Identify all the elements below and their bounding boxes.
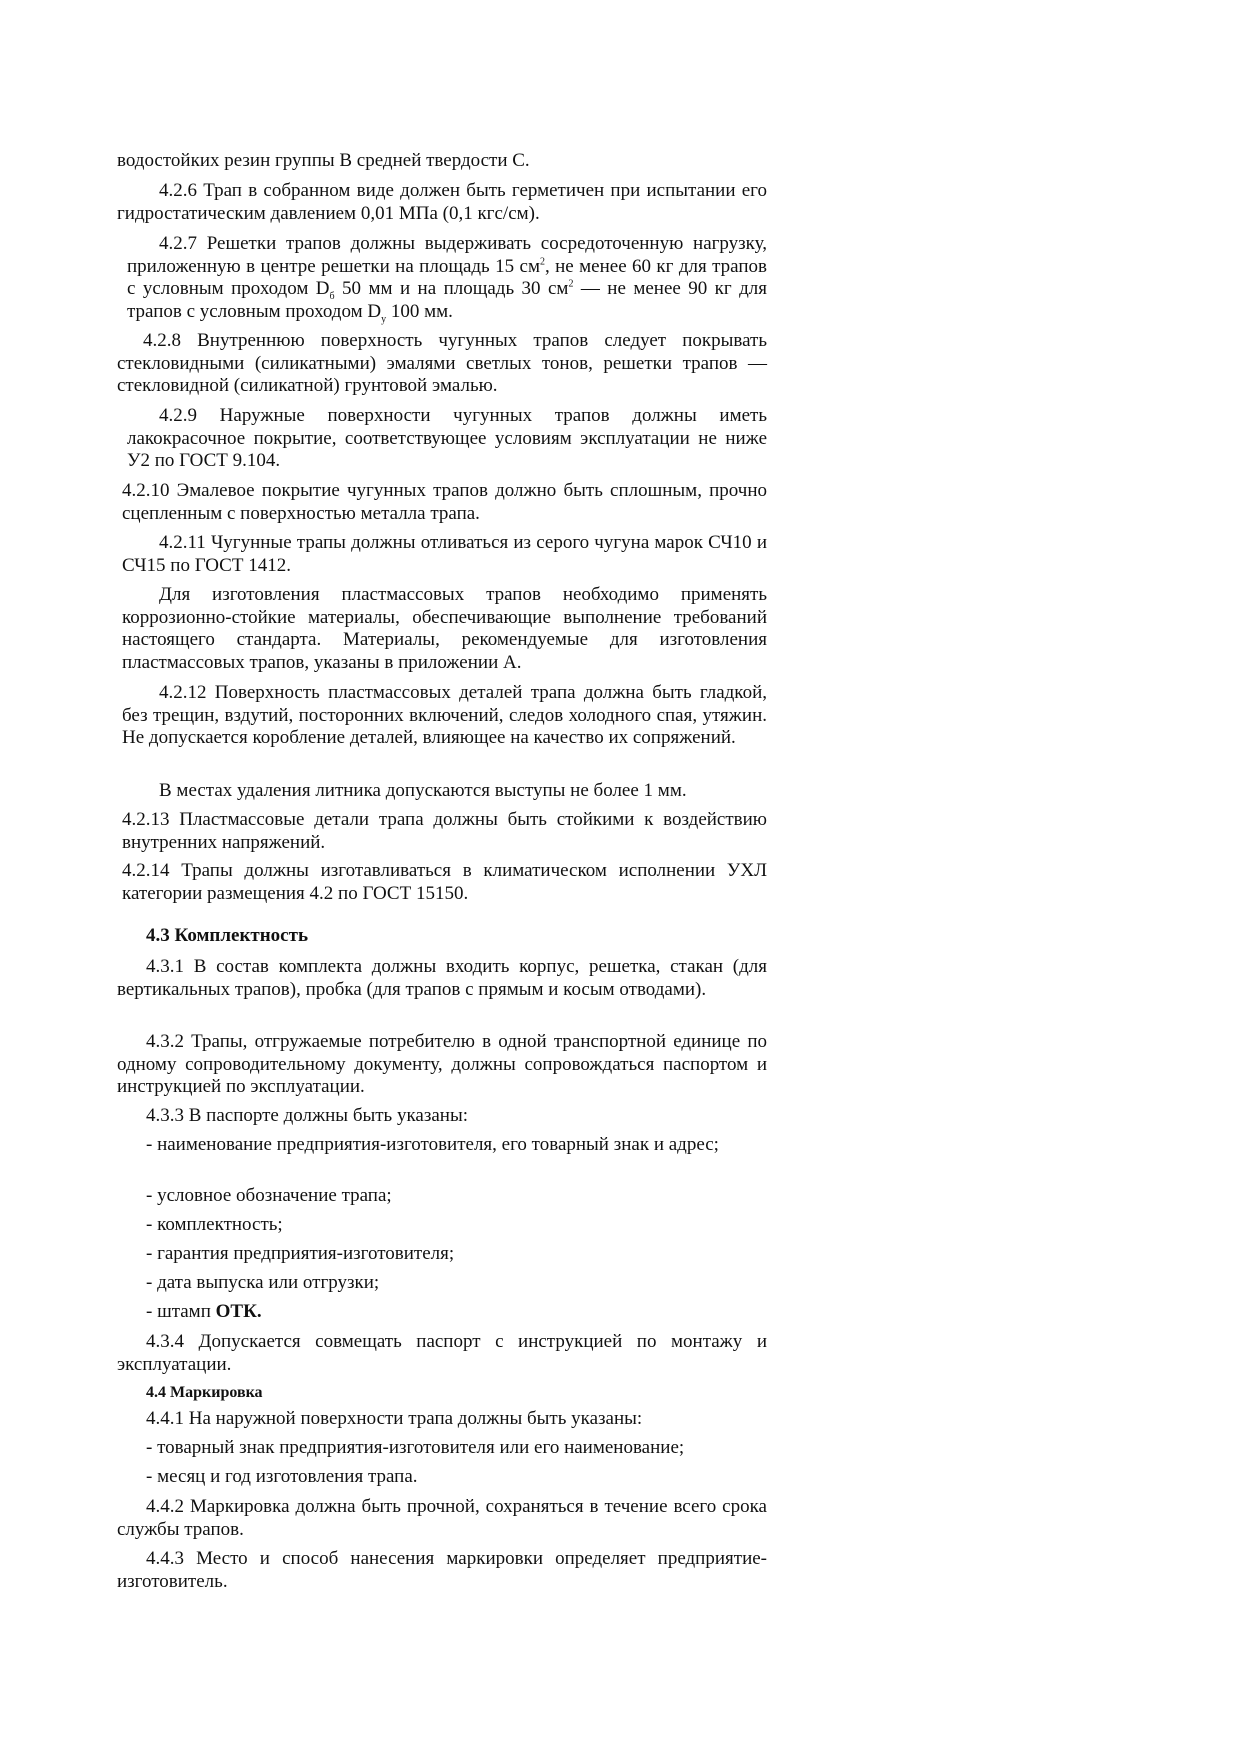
list-item-manufacturer: - наименование предприятия-изготовителя, его товарный знак и адрес;	[146, 1134, 719, 1155]
paragraph-4-2-13: 4.2.13 Пластмассовые детали трапа должны быть стойкими к воздействию внутренних напряжений.	[122, 809, 767, 853]
paragraph-4-2-8: 4.2.8 Внутреннюю поверхность чугунных трапов следует покрывать стекловидными (силикатными) эмалями светлых тонов, решетки трапов — стекловидной (силикатной) грунтовой эмалью.	[117, 330, 767, 396]
paragraph-4-2-6: 4.2.6 Трап в собранном виде должен быть герметичен при испытании его гидростатическим давлением 0,01 МПа (0,1 кгс/см).	[117, 180, 767, 224]
list-item-date: - дата выпуска или отгрузки;	[146, 1272, 380, 1293]
list-item-month-year: - месяц и год изготовления трапа.	[146, 1466, 418, 1487]
paragraph-plastic-materials: Для изготовления пластмассовых трапов необходимо применять коррозионно-стойкие материалы, обеспечивающие выполнение требований настоящего стандарта. Материалы, рекомендуемые для изготовления пластмассовых трапов, указаны в приложении А.	[122, 584, 767, 673]
paragraph-4-2-7: 4.2.7 Решетки трапов должны выдерживать сосредоточенную нагрузку, приложенную в центре решетки на площадь 15 $см^2$, не менее 60 кг для трапов с условным проходом $D_б$ 50 мм и на площадь 30 $см^2$ — не менее 90 кг для трапов с условным проходом $D_у$ 100 мм.	[127, 233, 767, 325]
list-item-designation: - условное обозначение трапа;	[146, 1185, 392, 1206]
paragraph-4-4-3: 4.4.3 Место и способ нанесения маркировки определяет предприятие-изготовитель.	[117, 1548, 767, 1592]
paragraph-4-4-1: 4.4.1 На наружной поверхности трапа должны быть указаны:	[146, 1408, 643, 1429]
list-item-guarantee: - гарантия предприятия-изготовителя;	[146, 1243, 455, 1264]
list-item-stamp: - штамп ОТК.	[146, 1301, 262, 1322]
paragraph-4-3-4: 4.3.4 Допускается совмещать паспорт с инструкцией по монтажу и эксплуатации.	[117, 1331, 767, 1375]
paragraph-4-3-3: 4.3.3 В паспорте должны быть указаны:	[146, 1105, 468, 1126]
paragraph-4-2-11: 4.2.11 Чугунные трапы должны отливаться из серого чугуна марок СЧ10 и СЧ15 по ГОСТ 1412.	[122, 532, 767, 576]
section-heading-4-4: 4.4 Маркировка	[146, 1384, 263, 1401]
paragraph-4-2-12: 4.2.12 Поверхность пластмассовых деталей трапа должна быть гладкой, без трещин, вздутий, посторонних включений, следов холодного спая, утяжин. Не допускается коробление деталей, влияющее на качество их сопряжений.	[122, 682, 767, 748]
paragraph-4-4-2: 4.4.2 Маркировка должна быть прочной, сохраняться в течение всего срока службы трапов.	[117, 1496, 767, 1540]
list-item-trademark: - товарный знак предприятия-изготовителя или его наименование;	[146, 1437, 685, 1458]
paragraph-4-2-10: 4.2.10 Эмалевое покрытие чугунных трапов должно быть сплошным, прочно сцепленным с поверхностью металла трапа.	[122, 480, 767, 524]
paragraph-4-3-1: 4.3.1 В состав комплекта должны входить корпус, решетка, стакан (для вертикальных трапов), пробка (для трапов с прямым и косым отводами).	[117, 956, 767, 1000]
list-item-completeness: - комплектность;	[146, 1214, 283, 1235]
paragraph-4-2-9: 4.2.9 Наружные поверхности чугунных трапов должны иметь лакокрасочное покрытие, соответствующее условиям эксплуатации не ниже У2 по ГОСТ 9.104.	[127, 405, 767, 471]
paragraph-4-2-14: 4.2.14 Трапы должны изготавливаться в климатическом исполнении УХЛ категории размещения 4.2 по ГОСТ 15150.	[122, 860, 767, 904]
paragraph-sprue: В местах удаления литника допускаются выступы не более 1 мм.	[159, 780, 687, 801]
paragraph-continuation: водостойких резин группы В средней твердости С.	[117, 150, 530, 171]
section-heading-4-3: 4.3 Комплектность	[146, 925, 308, 946]
paragraph-4-3-2: 4.3.2 Трапы, отгружаемые потребителю в одной транспортной единице по одному сопроводительному документу, должны сопровождаться паспортом и инструкцией по эксплуатации.	[117, 1031, 767, 1097]
